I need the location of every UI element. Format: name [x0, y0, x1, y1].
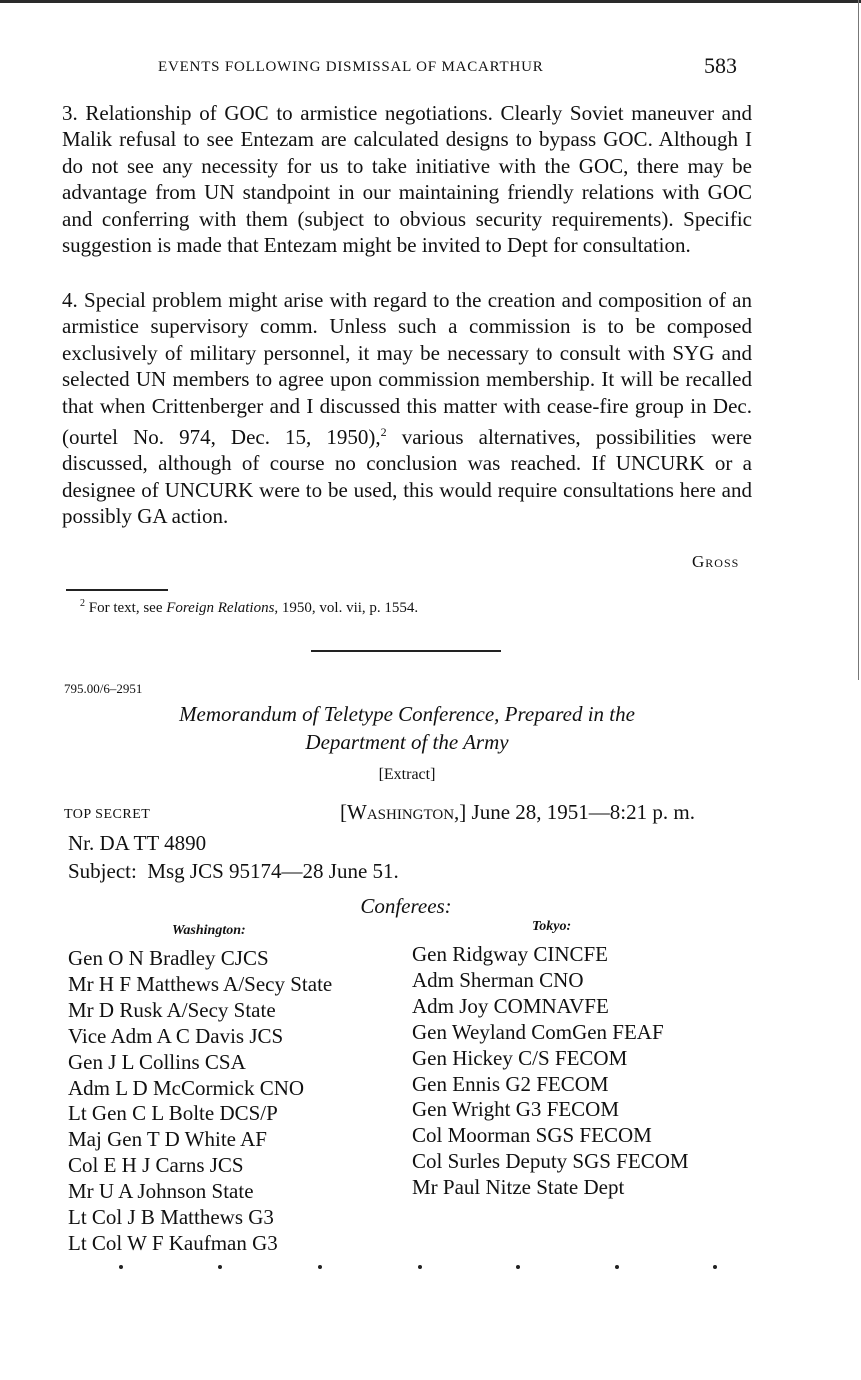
dateline-date: June 28, 1951—8:21 p. m.	[471, 800, 695, 824]
memo-title-line-2: Department of the Army	[305, 730, 509, 754]
subject-label: Subject:	[68, 859, 137, 883]
list-item: Mr Paul Nitze State Dept	[412, 1175, 625, 1200]
list-item: Col E H J Carns JCS	[68, 1153, 244, 1178]
footnote-text-after: , 1950, vol. vii, p. 1554.	[274, 600, 419, 616]
ellipsis-dot	[713, 1265, 717, 1269]
tokyo-conferees	[412, 942, 689, 1201]
section-separator	[311, 650, 501, 652]
list-item: Vice Adm A C Davis JCS	[68, 1023, 284, 1048]
footnote-text-before: For text, see	[85, 600, 167, 616]
memo-title	[62, 700, 752, 756]
dateline-place: [Washington,]	[340, 800, 467, 824]
ellipsis-dot	[119, 1265, 123, 1269]
footnote	[80, 598, 418, 617]
list-item: Mr H F Matthews A/Secy State	[68, 971, 333, 996]
paragraph-3-text: 3. Relationship of GOC to armistice negotiations. Clearly Soviet maneuver and Malik refusal to see Entezam are calculated designs to bypass GOC. Although I do not see any necessity for us to take initiative with the GOC, there may be advantage from UN standpoint in our maintaining friendly relations with GOC and conferring with them (subject to obvious security requirements). Specific suggestion is made that Entezam might be invited to Dept for consultation.	[62, 101, 752, 258]
signature: Gross	[692, 552, 740, 571]
running-header: EVENTS FOLLOWING DISMISSAL OF MACARTHUR	[158, 59, 544, 75]
paragraph-4-before: 4. Special problem might arise with regard to the creation and composition of an armistice supervisory comm. Unless such a commission is to be composed exclusively of military personnel, it may be necessary to consult with SYG and selected UN members to agree upon commission membership. It will be recalled that when Crittenberger and I discussed this matter with cease-fire group in Dec. (ourtel No. 974, Dec. 15, 1950),	[62, 288, 752, 450]
list-item: Adm Sherman CNO	[412, 967, 584, 992]
list-item: Col Moorman SGS FECOM	[412, 1123, 652, 1148]
list-item: Lt Col W F Kaufman G3	[68, 1230, 278, 1255]
footnote-reference: 2	[380, 425, 387, 440]
list-item: Maj Gen T D White AF	[68, 1127, 267, 1152]
list-item: Mr D Rusk A/Secy State	[68, 997, 276, 1022]
footnote-source: Foreign Relations	[166, 600, 275, 616]
paragraph-4-after: various alternatives, possibilities were discussed, although of course no conclusion was reached. If UNCURK or a designee of UNCURK were to be used, this would require consultations here and possibly GA action.	[62, 425, 752, 529]
washington-heading: Washington:	[172, 923, 246, 938]
list-item: Gen Hickey C/S FECOM	[412, 1045, 628, 1070]
list-item: Gen J L Collins CSA	[68, 1049, 246, 1074]
page-number: 583	[704, 53, 737, 78]
ellipsis-dot	[615, 1265, 619, 1269]
list-item: Adm L D McCormick CNO	[68, 1075, 305, 1100]
message-number: Nr. DA TT 4890	[68, 831, 207, 855]
list-item: Gen Wright G3 FECOM	[412, 1097, 620, 1122]
page-right-border	[858, 0, 859, 680]
list-item: Col Surles Deputy SGS FECOM	[412, 1149, 689, 1174]
paragraph-3	[62, 100, 752, 258]
list-item: Adm Joy COMNAVFE	[412, 993, 609, 1018]
list-item: Gen Ennis G2 FECOM	[412, 1071, 609, 1096]
list-item: Gen Weyland ComGen FEAF	[412, 1019, 664, 1044]
list-item: Mr U A Johnson State	[68, 1179, 254, 1204]
paragraph-4-text	[62, 287, 752, 530]
file-number: 795.00/6–2951	[64, 681, 143, 696]
memo-title-line-1: Memorandum of Teletype Conference, Prepared in the	[179, 702, 635, 726]
dateline	[340, 800, 695, 825]
page-top-border	[0, 0, 861, 3]
classification: TOP SECRET	[64, 807, 151, 822]
washington-conferees	[68, 946, 332, 1257]
list-item: Lt Col J B Matthews G3	[68, 1205, 274, 1230]
paragraph-4	[62, 287, 752, 530]
footnote-marker: 2	[80, 598, 85, 609]
ellipsis-dot	[418, 1265, 422, 1269]
list-item: Gen O N Bradley CJCS	[68, 946, 269, 970]
ellipsis-dot	[218, 1265, 222, 1269]
extract-label: [Extract]	[378, 766, 436, 783]
footnote-rule	[66, 589, 168, 591]
subject-line	[68, 859, 399, 884]
ellipsis-dot	[318, 1265, 322, 1269]
ellipsis-dot	[516, 1265, 520, 1269]
conferees-heading: Conferees:	[360, 894, 452, 918]
list-item: Gen Ridgway CINCFE	[412, 942, 608, 966]
list-item: Lt Gen C L Bolte DCS/P	[68, 1101, 278, 1126]
tokyo-heading: Tokyo:	[532, 919, 572, 934]
ellipsis-dots	[0, 1265, 861, 1277]
subject-text: Msg JCS 95174—28 June 51.	[147, 859, 399, 883]
